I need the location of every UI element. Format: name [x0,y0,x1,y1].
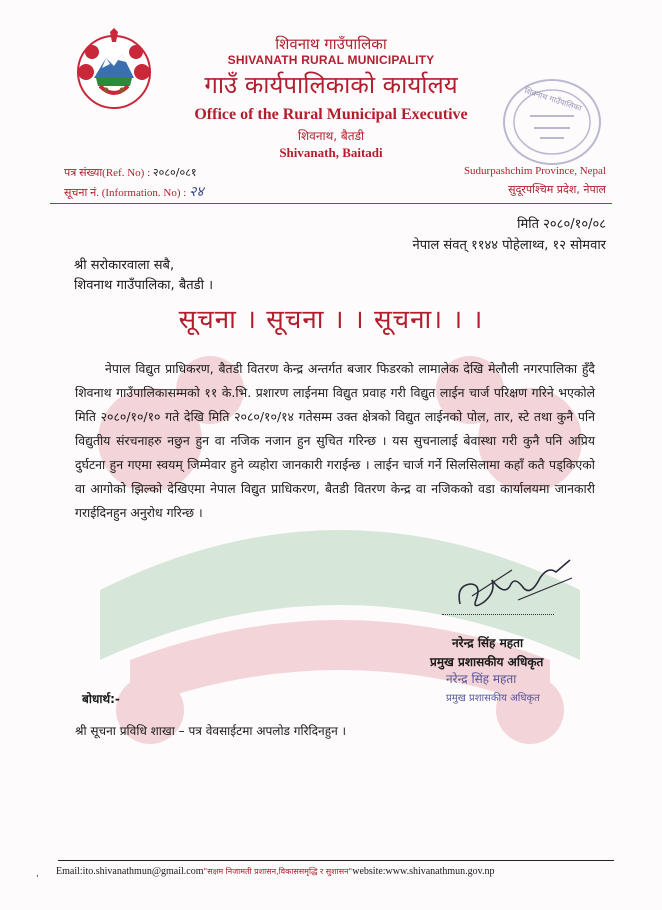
footer-slogan: "सक्षम निजामती प्रशासन,विकाससमृद्धि र सुशासन" [203,867,353,876]
notice-body: नेपाल विद्युत प्राधिकरण, बैतडी वितरण केन्द्र अन्तर्गत बजार फिडरको लामालेक देखि मेलौली नगरपालिका हुँदै शिवनाथ गाउँपालिकासम्मको ११ के.भि. प्रशारण लाईनमा विद्युत प्रवाह गरी विद्युत लाईन चार्ज परिक्षण गरिने भएकोले मिति २०८०/१०/१० गते देखि मिति २०८०/१०/१४ गतेसम्म उक्त क्षेत्रको विद्युत लाईनको पोल, तार, स्टे तथा कुनै पनि विद्युतीय संरचनाहरु नछुन हुन वा नजिक नजान हुन सुचित गरिन्छ । यस सुचनालाई बेवास्था गरी कुनै पनि अप्रिय दुर्घटना हुन गएमा स्वयम् जिम्मेवार हुने व्यहोरा जानकारी गराईन्छ । लाईन चार्ज गर्ने सिलसिलामा कहाँ कतै पड्किएको वा आगोको झिल्को देखिएमा नेपाल विद्युत प्राधिकरण, बैतडी वितरण केन्द्र वा नजिकको वडा कार्यालयमा जानकारी गराईदिनहुन अनुरोध गरिन्छ । [75,361,595,520]
footer [56,866,616,877]
letterhead-divider [50,203,612,204]
signer-stamp-title: प्रमुख प्रशासकीय अधिकृत [446,693,540,704]
office-name-english: Office of the Rural Municipal Executive [194,106,468,123]
addressee-line-2: शिवनाथ गाउँपालिका, बैतडी । [74,278,214,293]
place-english: Shivanath, Baitadi [279,145,383,160]
addressee-line-1: श्री सरोकारवाला सबै, [74,258,175,273]
date-line: मिति २०८०/१०/०८ [517,217,606,232]
ref-number-label: पत्र संख्या(Ref. No) : [64,167,151,179]
place-nepali: शिवनाथ, बैतडी [297,129,365,143]
notice-headline: सूचना । सूचना । । सूचना। । । [178,305,484,335]
signature-scribble-icon [452,556,578,618]
signer-name: नरेन्द्र सिंह महता [452,636,524,650]
municipality-name-nepali: शिवनाथ गाउँपालिका [275,35,387,53]
footer-divider [58,860,614,861]
information-number-row [64,182,204,201]
ref-number-value: २०८०/०८१ [152,166,197,179]
office-stamp-text: शिवनाथ गाउँपालिका [523,86,583,113]
footer-email: Email:ito.shivanathmun@gmail.com [56,866,204,877]
bodhartha-label: बोधार्थ:- [82,692,120,706]
office-name-nepali: गाउँ कार्यपालिकाको कार्यालय [204,71,458,99]
information-number-label: सूचना नं. (Information. No) : [64,187,187,199]
bodhartha-line: श्री सूचना प्रविधि शाखा – पत्र वेवसाईटमा अपलोड गरिदिनहुन । [75,724,347,738]
province-english: Sudurpashchim Province, Nepal [463,165,606,177]
signer-title: प्रमुख प्रशासकीय अधिकृत [430,655,544,669]
signature-line [442,614,554,615]
municipality-name-english: SHIVANATH RURAL MUNICIPALITY [227,53,435,67]
information-number-value: २४ [189,184,204,200]
nepal-sambat-date-line: नेपाल संवत् ११४४ पोहेलाथ्व, १२ सोमवार [412,238,606,253]
province-nepali: सुदूरपश्चिम प्रदेश, नेपाल [508,183,606,196]
signer-stamp-name: नरेन्द्र सिंह महता [446,672,517,686]
ref-number-row [64,165,197,180]
footer-website: website:www.shivanathmun.gov.np [352,866,495,877]
footer-mark: ‚ [36,869,39,879]
